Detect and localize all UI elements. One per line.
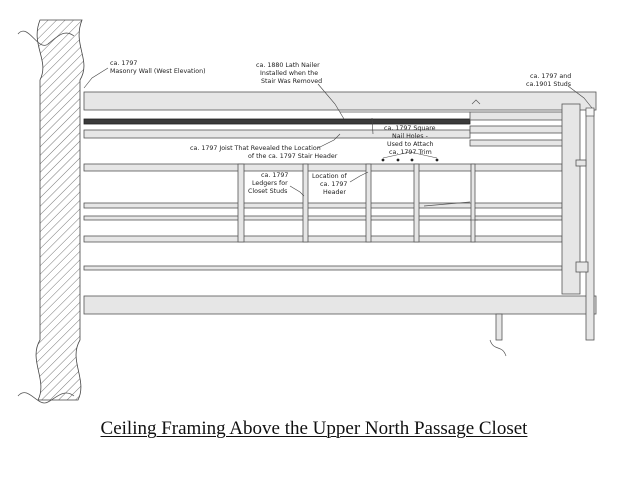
label-header-2: ca. 1797 [320,181,348,188]
label-header-3: Header [323,189,346,196]
label-masonry-2: Masonry Wall (West Elevation) [110,68,206,75]
joist-3 [84,216,562,220]
ledger-3 [366,164,371,242]
label-nail-1: ca. 1797 Square [384,125,436,132]
label-joist-2: of the ca. 1797 Stair Header [248,153,338,160]
ledger-4 [414,164,419,242]
label-studs-1: ca. 1797 and [530,73,572,80]
label-ledger-3: Closet Studs [248,188,288,195]
nail-holes [382,159,439,162]
ledger-2 [303,164,308,242]
top-beam [84,92,596,110]
label-nail-4: ca. 1797 Trim [389,149,432,156]
label-studs-2: ca.1901 Studs [526,81,572,88]
bottom-beam [84,296,596,314]
label-ledger-2: Ledgers for [252,180,288,187]
joist-2 [84,203,562,208]
joist-1 [84,164,562,171]
label-joist-1: ca. 1797 Joist That Revealed the Location [190,145,321,152]
lower-post [496,314,502,340]
label-nail-3: Used to Attach [387,141,434,148]
label-lath-3: Stair Was Removed [261,78,323,85]
joist-5 [84,266,562,270]
label-lath-1: ca. 1880 Lath Nailer [256,62,320,69]
ledger-5 [471,164,475,242]
stud-2 [586,110,594,340]
framing-members [84,92,596,340]
joist-4 [84,236,562,242]
ledger-1 [238,164,244,242]
label-ledger-1: ca. 1797 [261,172,289,179]
label-masonry-1: ca. 1797 [110,60,138,67]
label-header-1: Location of [312,173,347,180]
masonry-wall [18,20,84,403]
lath-nailer [84,119,470,124]
diagram-title-text: Ceiling Framing Above the Upper North Passage Closet [100,418,528,439]
label-nail-2: Nail Holes - [392,133,428,140]
diagram-title [0,418,628,440]
label-lath-2: Installed when the [260,70,319,77]
